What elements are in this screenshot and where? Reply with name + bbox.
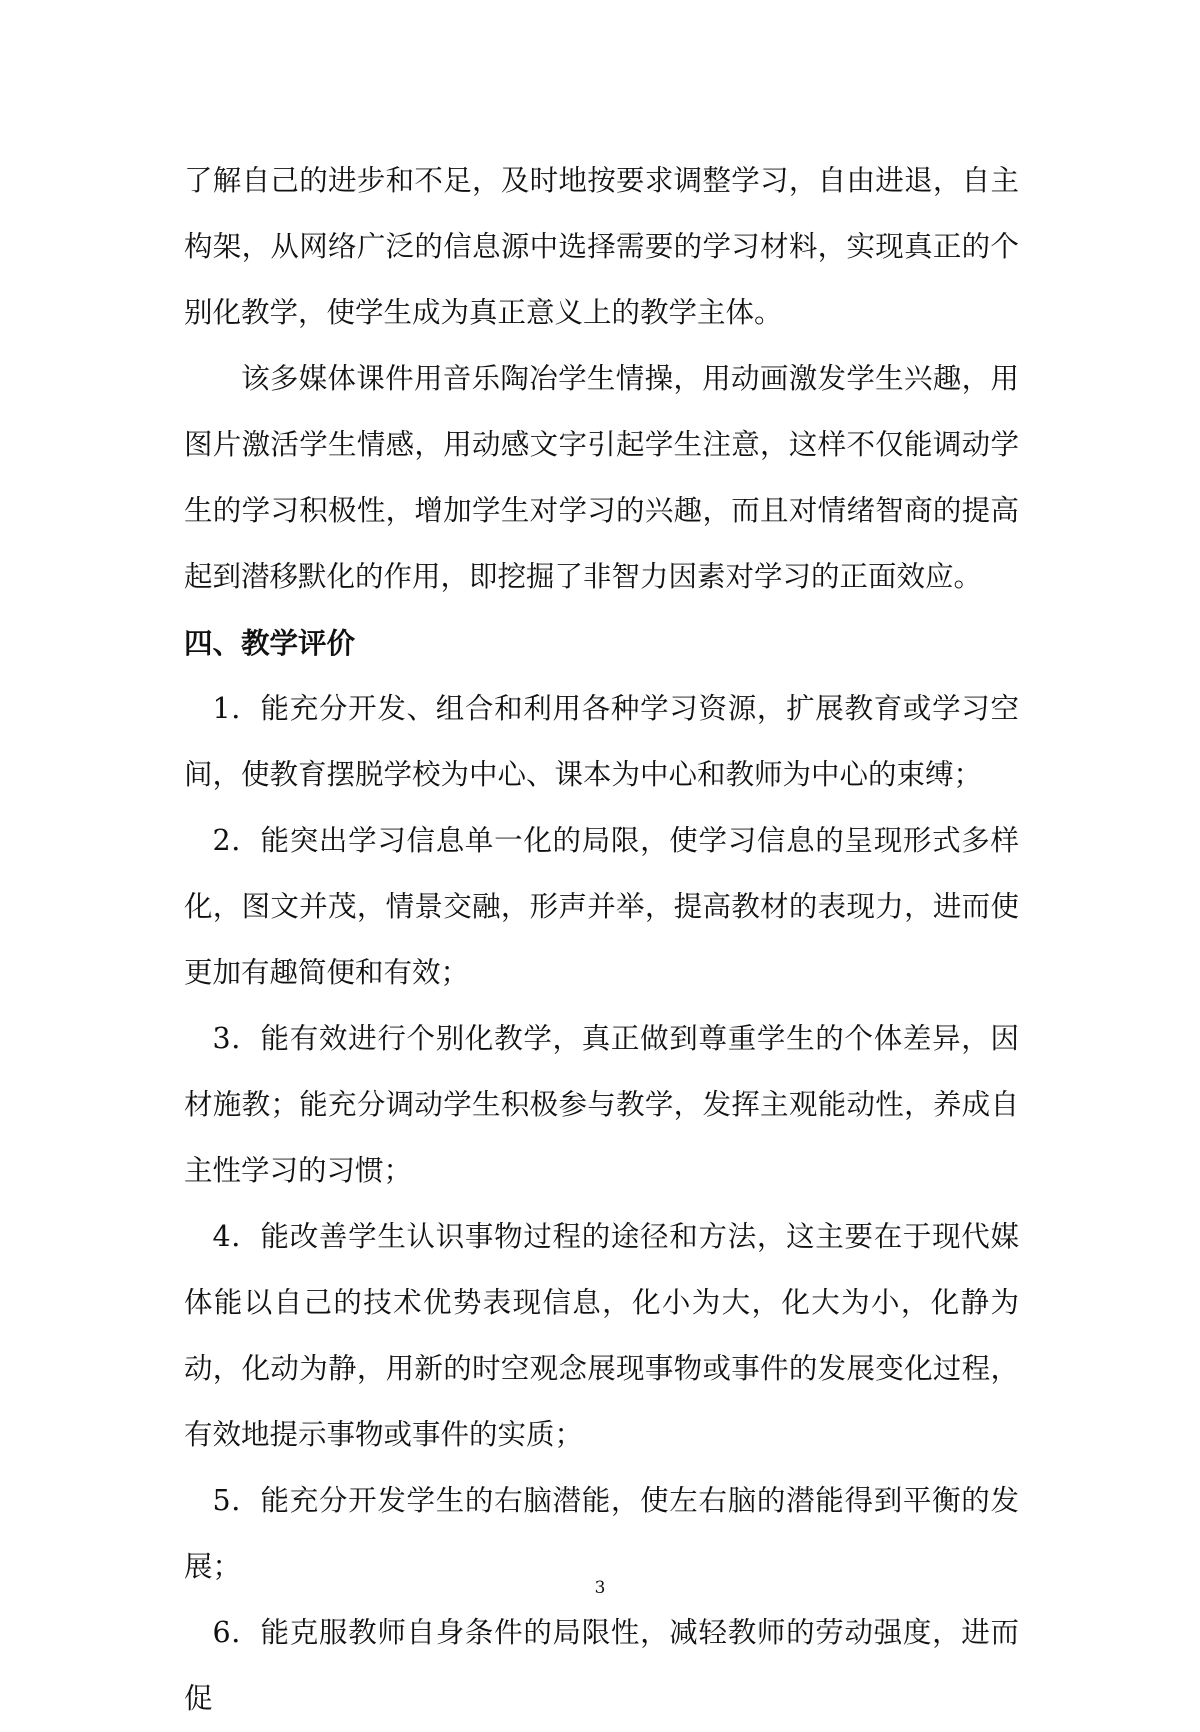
evaluation-item-2: 2．能突出学习信息单一化的局限，使学习信息的呈现形式多样化，图文并茂，情景交融，形声并举，提高教材的表现力，进而使更加有趣简便和有效； <box>184 824 1019 989</box>
evaluation-item-1: 1．能充分开发、组合和利用各种学习资源，扩展教育或学习空间，使教育摆脱学校为中心、课本为中心和教师为中心的束缚； <box>184 692 1019 791</box>
evaluation-item-5: 5．能充分开发学生的右脑潜能，使左右脑的潜能得到平衡的发展； <box>184 1484 1019 1583</box>
paragraph-continued: 了解自己的进步和不足，及时地按要求调整学习，自由进退，自主构架，从网络广泛的信息源中选择需要的学习材料，实现真正的个别化教学，使学生成为真正意义上的教学主体。 <box>184 164 1019 329</box>
evaluation-item-6: 6．能克服教师自身条件的局限性，减轻教师的劳动强度，进而促 <box>184 1616 1019 1715</box>
section-heading: 四、教学评价 <box>184 626 356 660</box>
evaluation-item-4: 4．能改善学生认识事物过程的途径和方法，这主要在于现代媒体能以自己的技术优势表现信息，化小为大，化大为小，化静为动，化动为静，用新的时空观念展现事物或事件的发展变化过程，有效地提示事物或事件的实质； <box>184 1220 1019 1451</box>
paragraph-multimedia: 该多媒体课件用音乐陶冶学生情操，用动画激发学生兴趣，用图片激活学生情感，用动感文字引起学生注意，这样不仅能调动学生的学习积极性，增加学生对学习的兴趣，而且对情绪智商的提高起到潜移默化的作用，即挖掘了非智力因素对学习的正面效应。 <box>184 362 1019 593</box>
evaluation-item-3: 3．能有效进行个别化教学，真正做到尊重学生的个体差异，因材施教；能充分调动学生积极参与教学，发挥主观能动性，养成自主性学习的习惯； <box>184 1022 1019 1187</box>
page-number: 3 <box>594 1578 606 1598</box>
page-body <box>184 148 1019 1732</box>
